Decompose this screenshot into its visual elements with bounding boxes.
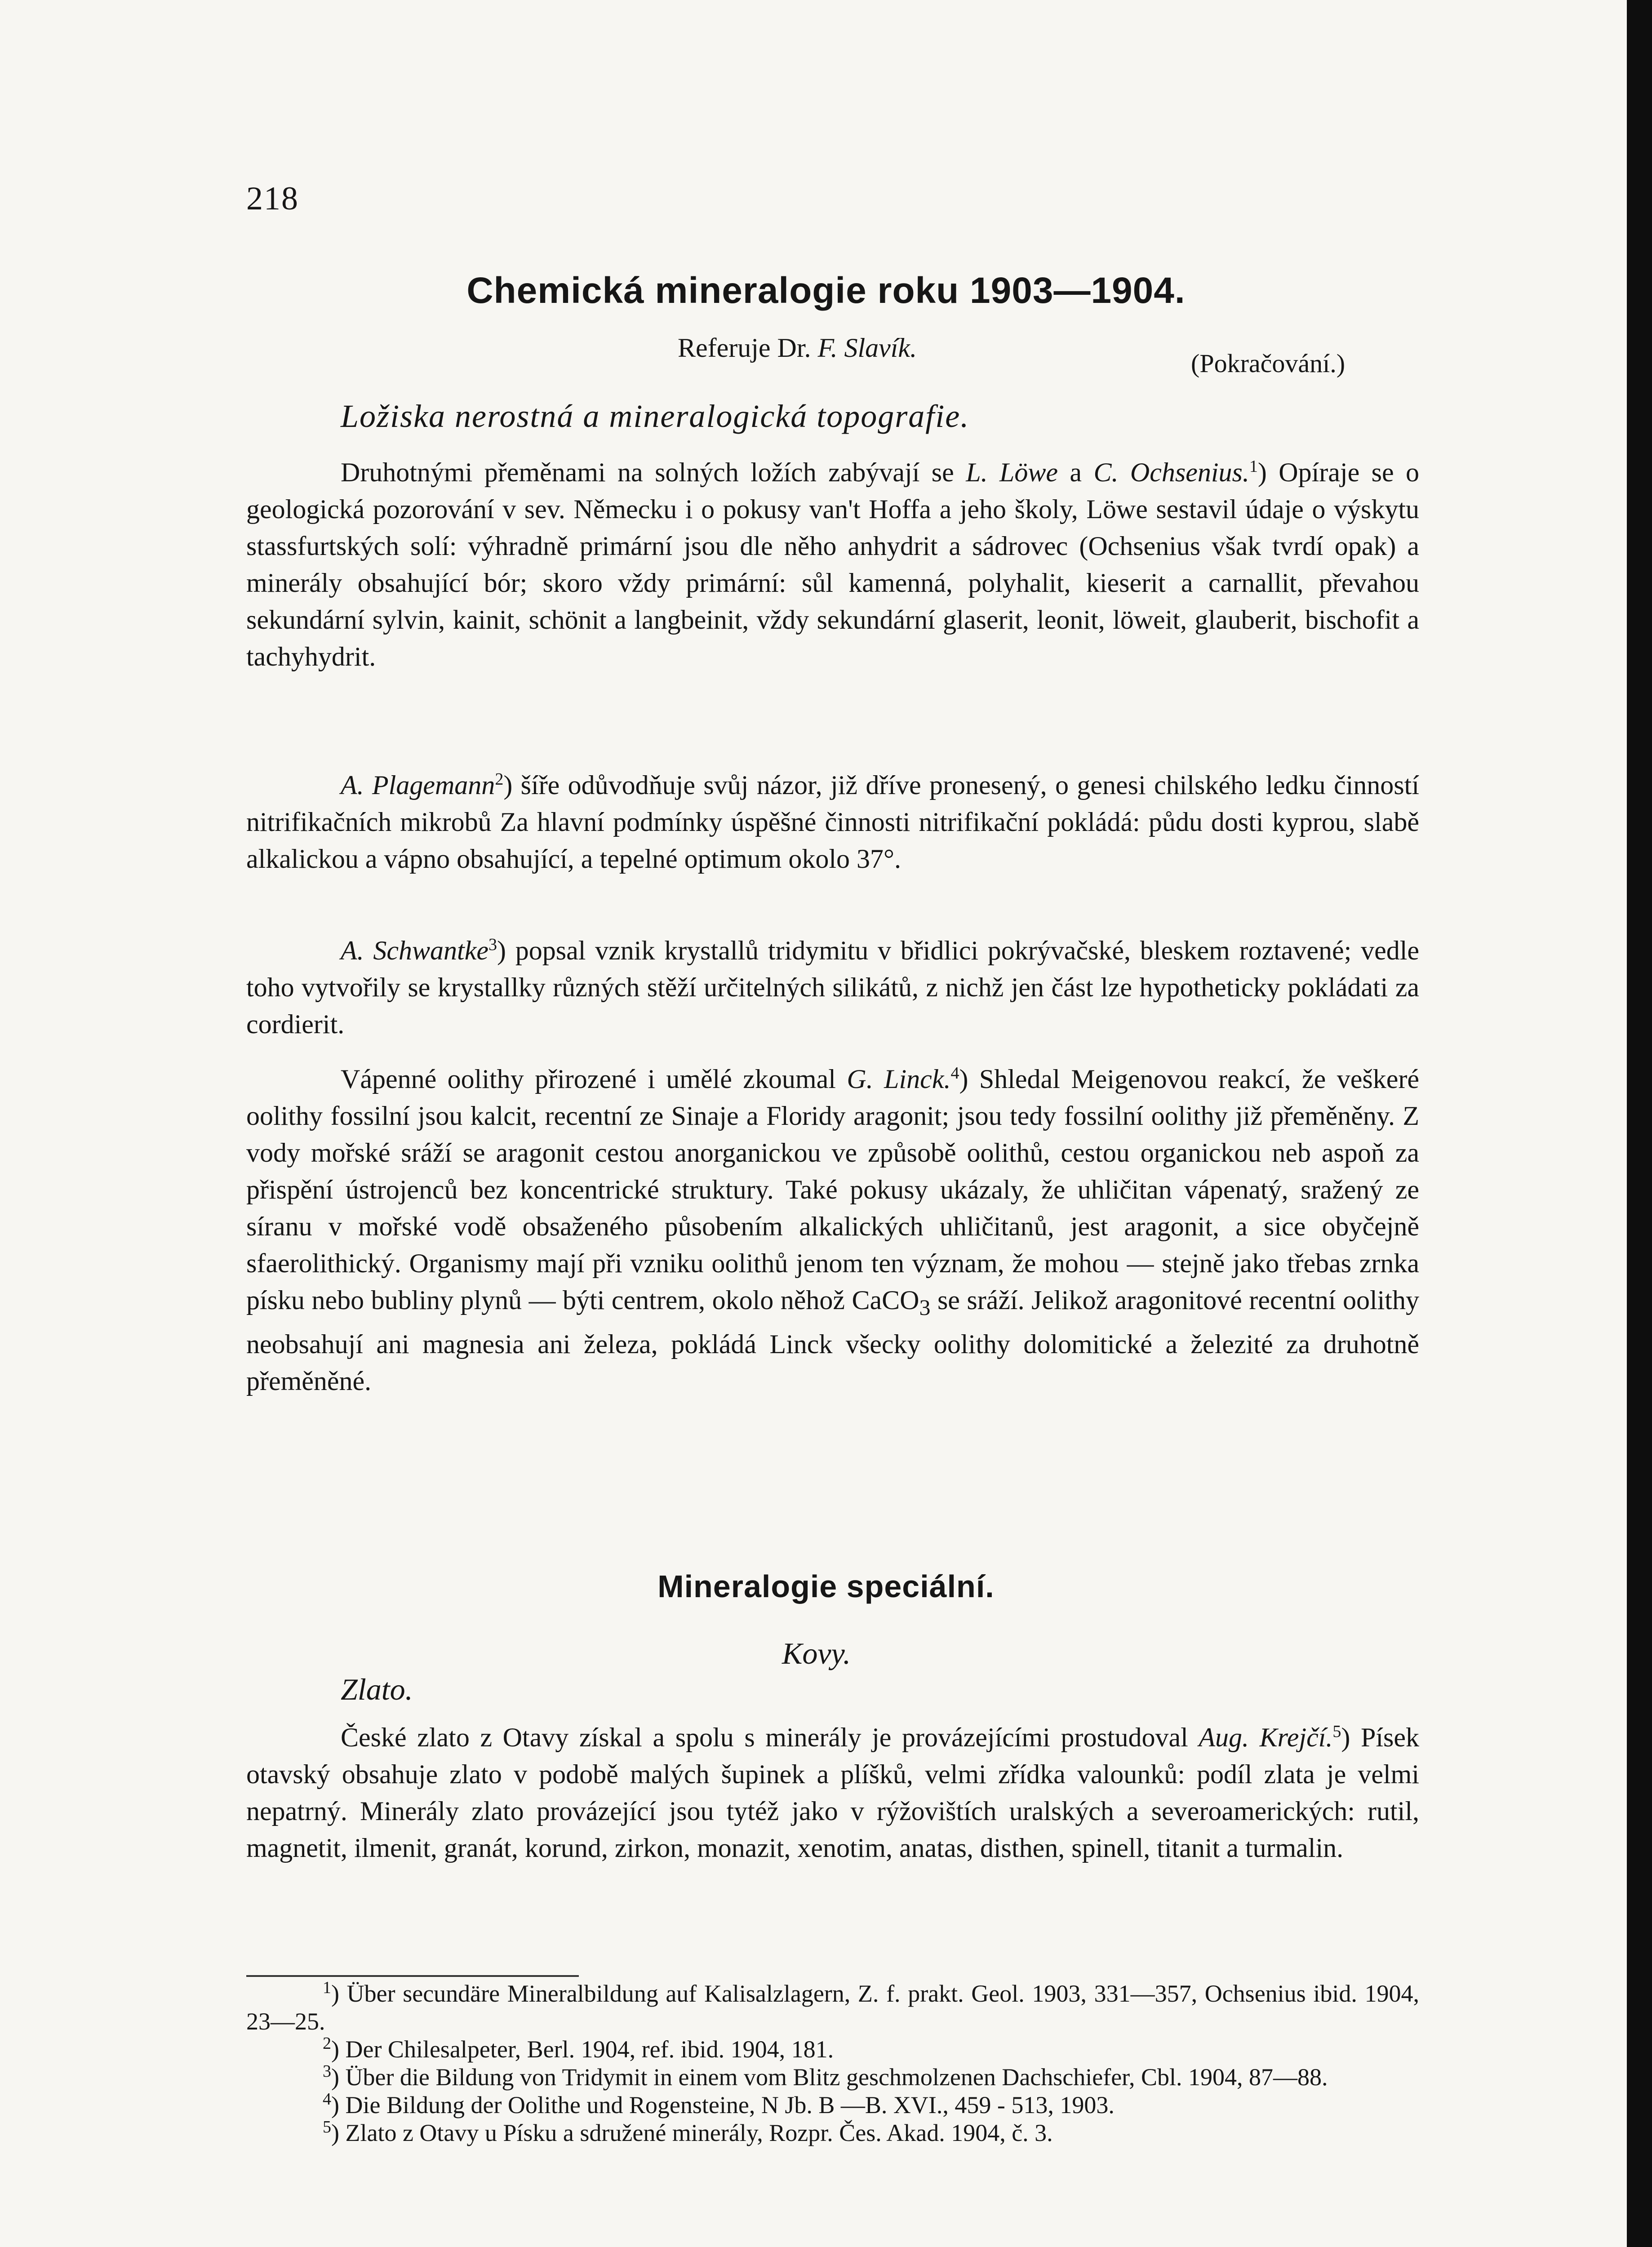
subsection-label: Zlato.: [341, 1672, 413, 1706]
paragraph-3: [246, 932, 1419, 1043]
footnote-text: ) Der Chilesalpeter, Berl. 1904, ref. ibid. 1904, 181.: [331, 2036, 834, 2063]
footnote-ref: 1: [1249, 457, 1258, 476]
text-run: ) Shledal Meigenovou reakcí, že veškeré oolithy fossilní jsou kalcit, recentní ze Sinaje a Floridy aragonit; jsou tedy fossilní oolithy již přeměněny. Z vody mořské sráží se aragonit cestou anorganickou ve způsobě oolithů, cestou organickou neb aspoň za přispění ústrojenců bez koncentrické struktury. Také pokusy ukázaly, že uhličitan vápenatý, sražený ze síranu v mořské vodě obsaženého působením alkalických uhličitanů, jest aragonit, a sice obyčejně sfaerolithický. Organismy mají při vzniku oolithů jenom ten význam, že mohou — stejně jako třebas zrnka písku nebo bubliny plynů — býti centrem, okolo něhož CaCO: [246, 1064, 1419, 1315]
paragraph-1: [246, 454, 1419, 675]
footnote-number: 1: [323, 1978, 331, 1997]
author-name: A. Schwantke: [341, 936, 488, 965]
paragraph-4: [246, 1061, 1419, 1399]
footnote-text: ) Zlato z Otavy u Písku a sdružené minerály, Rozpr. Čes. Akad. 1904, č. 3.: [331, 2119, 1053, 2146]
byline-prefix: Referuje Dr.: [678, 333, 811, 363]
footnote-ref: 5: [1332, 1722, 1341, 1741]
footnote-text: ) Über die Bildung von Tridymit in einem vom Blitz geschmolzenen Dachschiefer, Cbl. 1904, 87—88.: [331, 2064, 1328, 2091]
byline-author: F. Slavík.: [817, 333, 917, 363]
subsection-title: Kovy.: [782, 1636, 851, 1670]
footnote-number: 2: [323, 2034, 331, 2053]
footnote-text: ) Über secundäre Mineralbildung auf Kalisalzlagern, Z. f. prakt. Geol. 1903, 331—357, Ochsenius ibid. 1904, 23—25.: [246, 1980, 1419, 2035]
text-run: České zlato z Otavy získal a spolu s minerály je provázejícími prostudoval: [341, 1723, 1199, 1752]
text-run: a: [1058, 457, 1094, 487]
text-run: ) popsal vznik krystallů tridymitu v břidlici pokrývačské, bleskem roztavené; vedle toho vytvořily se krystallky různých stěží určitelných silikátů, z nichž jen část lze hypotheticky pokládati za cordierit.: [246, 936, 1420, 1039]
text-run: ) Opíraje se o geologická pozorování v sev. Německu i o pokusy van't Hoffa a jeho školy, Löwe sestavil údaje o výskytu stassfurtských solí: výhradně primární jsou dle něho anhydrit a sádrovec (Ochsenius však tvrdí opak) a minerály obsahující bór; skoro vždy primární: sůl kamenná, polyhalit, kieserit a carnallit, převahou sekundární sylvin, kainit, schönit a langbeinit, vždy sekundární glaserit, leonit, löweit, glauberit, bischofit a tachyhydrit.: [246, 457, 1420, 671]
text-run: ) Písek otavský obsahuje zlato v podobě malých šupinek a plíšků, velmi zřídka valounků: podíl zlata je velmi nepatrný. Minerály zlato provázející jsou tytéž jako v rýžovištích uralských a severoamerických: rutil, magnetit, ilmenit, granát, korund, zirkon, monazit, xenotim, anatas, disthen, spinell, titanit a turmalin.: [246, 1723, 1419, 1863]
scan-edge: [1627, 0, 1652, 2247]
footnote-ref: 2: [495, 770, 504, 789]
footnote: [246, 2063, 1419, 2091]
author-name: G. Linck.: [847, 1064, 951, 1094]
article-title: Chemická mineralogie roku 1903—1904.: [466, 270, 1186, 311]
author-name: L. Löwe: [966, 457, 1058, 487]
paragraph-5: [246, 1719, 1419, 1866]
text-run: se sráží. Jelikož aragonitové recentní oolithy neobsahují ani magnesia ani železa, pokládá Linck všecky oolithy dolomitické a železité za druhotně přeměněné.: [246, 1285, 1419, 1396]
footnote-text: ) Die Bildung der Oolithe und Rogensteine, N Jb. B —B. XVI., 459 - 513, 1903.: [331, 2092, 1115, 2118]
author-name: A. Plagemann: [341, 770, 495, 800]
author-name: Aug. Krejčí.: [1199, 1723, 1333, 1752]
footnote-number: 5: [323, 2118, 331, 2136]
footnote-divider: [246, 1975, 579, 1977]
footnote-ref: 3: [488, 935, 497, 954]
footnote: [246, 1980, 1419, 2035]
byline: [678, 333, 917, 364]
footnotes: [246, 1980, 1419, 2147]
paragraph-2: [246, 767, 1419, 877]
footnote-ref: 4: [950, 1064, 959, 1083]
section-title: Ložiska nerostná a mineralogická topografie.: [341, 398, 970, 434]
footnote-number: 4: [323, 2090, 331, 2109]
text-run: Druhotnými přeměnami na solných ložích zabývají se: [341, 457, 966, 487]
text-run: ) šíře odůvodňuje svůj názor, již dříve pronesený, o genesi chilského ledku činností nitrifikačních mikrobů Za hlavní podmínky úspěšné činnosti nitrifikační pokládá: půdu dosti kyprou, slabě alkalickou a vápno obsahující, a tepelné optimum okolo 37°.: [246, 770, 1419, 874]
section-heading: Mineralogie speciální.: [657, 1569, 995, 1604]
footnote: [246, 2091, 1419, 2119]
author-name: C. Ochsenius.: [1093, 457, 1249, 487]
footnote: [246, 2035, 1419, 2063]
footnote: [246, 2119, 1419, 2147]
subscript: 3: [919, 1295, 931, 1320]
page-number: 218: [246, 180, 299, 217]
footnote-number: 3: [323, 2062, 331, 2081]
text-run: Vápenné oolithy přirozené i umělé zkoumal: [341, 1064, 847, 1094]
continued-note: (Pokračování.): [1191, 349, 1346, 378]
